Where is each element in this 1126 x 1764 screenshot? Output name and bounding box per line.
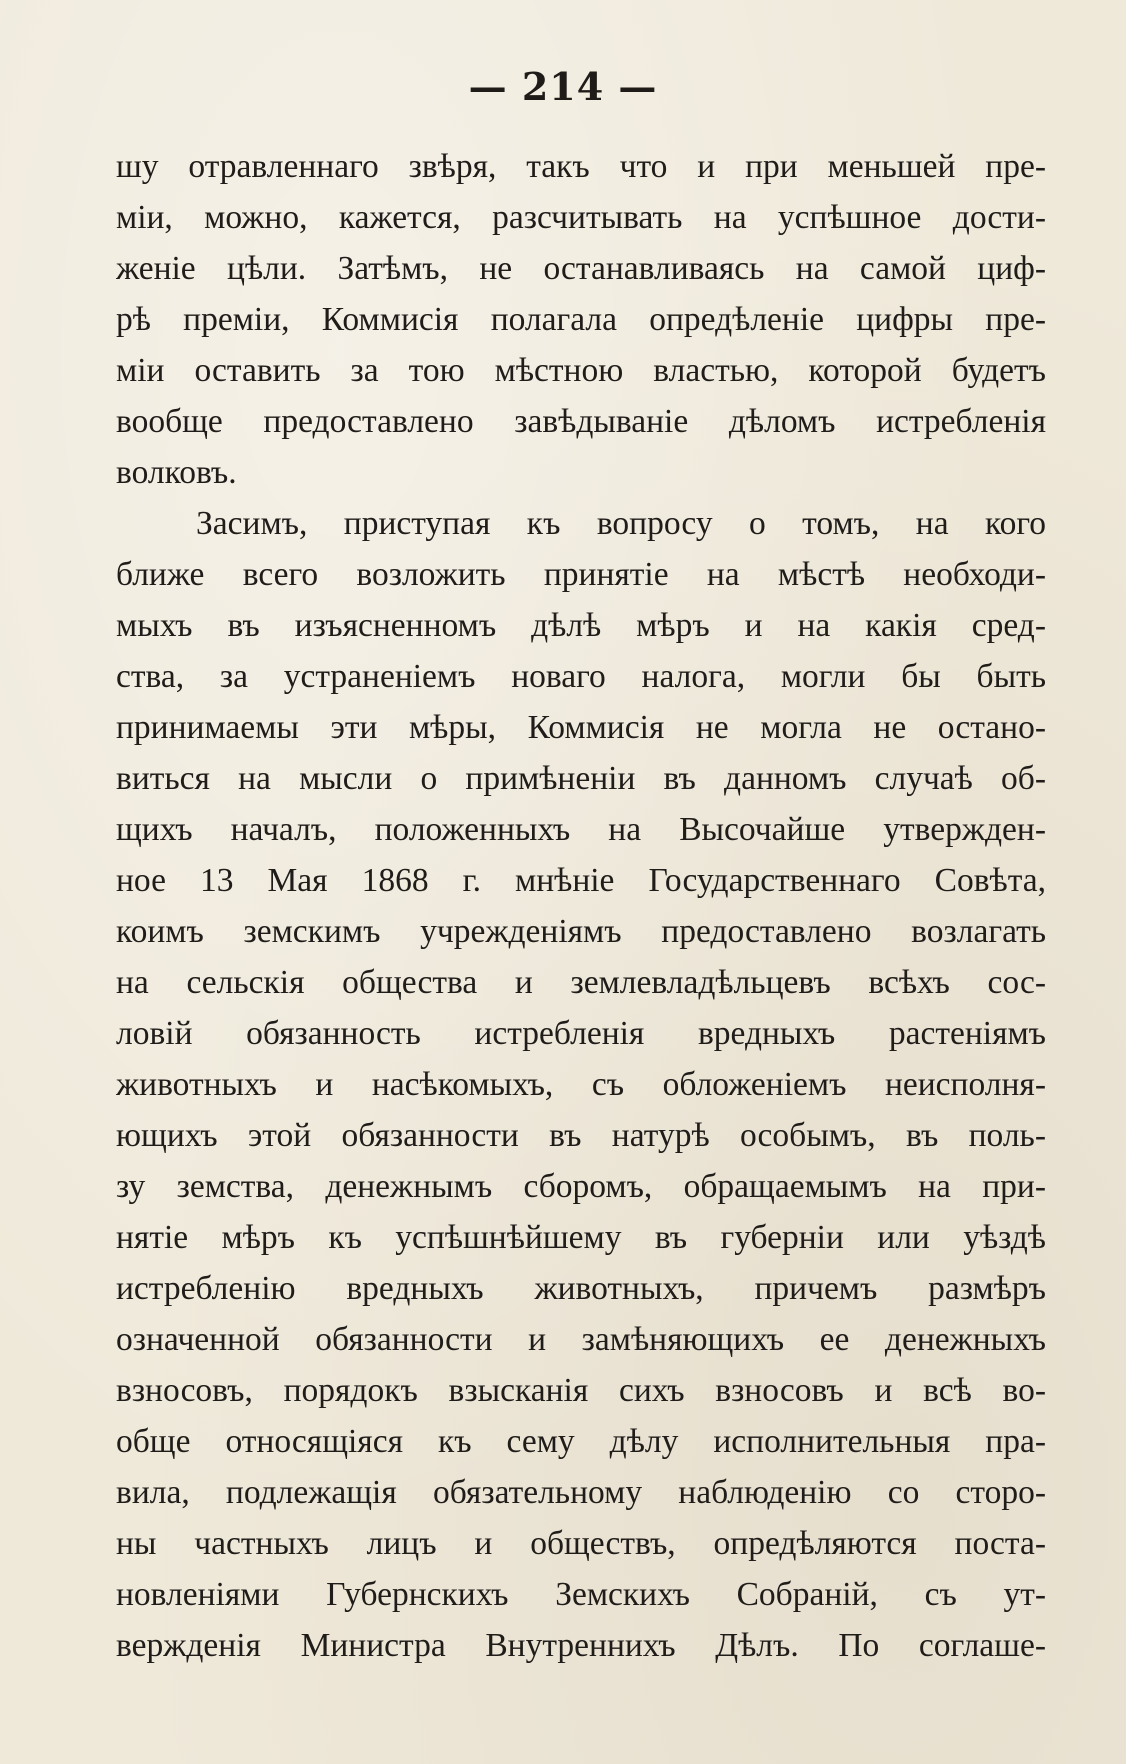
text-line: ное 13 Мая 1868 г. мнѣніе Государственнаго Совѣта, (116, 862, 1046, 899)
text-line: вержденія Министра Внутреннихъ Дѣлъ. По соглаше- (116, 1627, 1046, 1664)
text-line: истребленію вредныхъ животныхъ, причемъ размѣръ (116, 1270, 1046, 1307)
text-line: ближе всего возложить принятіе на мѣстѣ необходи- (116, 556, 1046, 593)
text-line: нятіе мѣръ къ успѣшнѣйшему въ губерніи или уѣздѣ (116, 1219, 1046, 1256)
body-text (116, 141, 1046, 1671)
text-line: обще относящіяся къ сему дѣлу исполнительныя пра- (116, 1423, 1046, 1460)
text-line: вообще предоставлено завѣдываніе дѣломъ истребленія (116, 403, 1046, 440)
text-line: ны частныхъ лицъ и обществъ, опредѣляются поста- (116, 1525, 1046, 1562)
text-line: ловій обязанность истребленія вредныхъ растеніямъ (116, 1015, 1046, 1052)
text-line: шу отравленнаго звѣря, такъ что и при меньшей пре- (116, 148, 1046, 185)
text-line: животныхъ и насѣкомыхъ, съ обложеніемъ неисполня- (116, 1066, 1046, 1103)
text-line: ющихъ этой обязанности въ натурѣ особымъ, въ поль- (116, 1117, 1046, 1154)
text-line: женіе цѣли. Затѣмъ, не останавливаясь на самой циф- (116, 250, 1046, 287)
page-number: — 214 — (468, 64, 658, 109)
text-line: взносовъ, порядокъ взысканія сихъ взносовъ и всѣ во- (116, 1372, 1046, 1409)
text-line: щихъ началъ, положенныхъ на Высочайше утвержден- (116, 811, 1046, 848)
text-line: Засимъ, приступая къ вопросу о томъ, на кого (196, 505, 1046, 542)
text-line: на сельскія общества и землевладѣльцевъ всѣхъ сос- (116, 964, 1046, 1001)
text-line: принимаемы эти мѣры, Коммисія не могла не остано- (116, 709, 1046, 746)
text-line: означенной обязанности и замѣняющихъ ее денежныхъ (116, 1321, 1046, 1358)
text-line: новленіями Губернскихъ Земскихъ Собраній, съ ут- (116, 1576, 1046, 1613)
text-line: виться на мысли о примѣненіи въ данномъ случаѣ об- (116, 760, 1046, 797)
text-line: коимъ земскимъ учрежденіямъ предоставлено возлагать (116, 913, 1046, 950)
text-line: зу земства, денежнымъ сборомъ, обращаемымъ на при- (116, 1168, 1046, 1205)
text-line: волковъ. (116, 454, 237, 491)
text-line: ства, за устраненіемъ новаго налога, могли бы быть (116, 658, 1046, 695)
text-line: мыхъ въ изъясненномъ дѣлѣ мѣръ и на какія сред- (116, 607, 1046, 644)
text-line: рѣ преміи, Коммисія полагала опредѣленіе цифры пре- (116, 301, 1046, 338)
text-line: міи оставить за тою мѣстною властью, которой будетъ (116, 352, 1046, 389)
text-line: вила, подлежащія обязательному наблюденію со сторо- (116, 1474, 1046, 1511)
text-line: міи, можно, кажется, разсчитывать на успѣшное дости- (116, 199, 1046, 236)
